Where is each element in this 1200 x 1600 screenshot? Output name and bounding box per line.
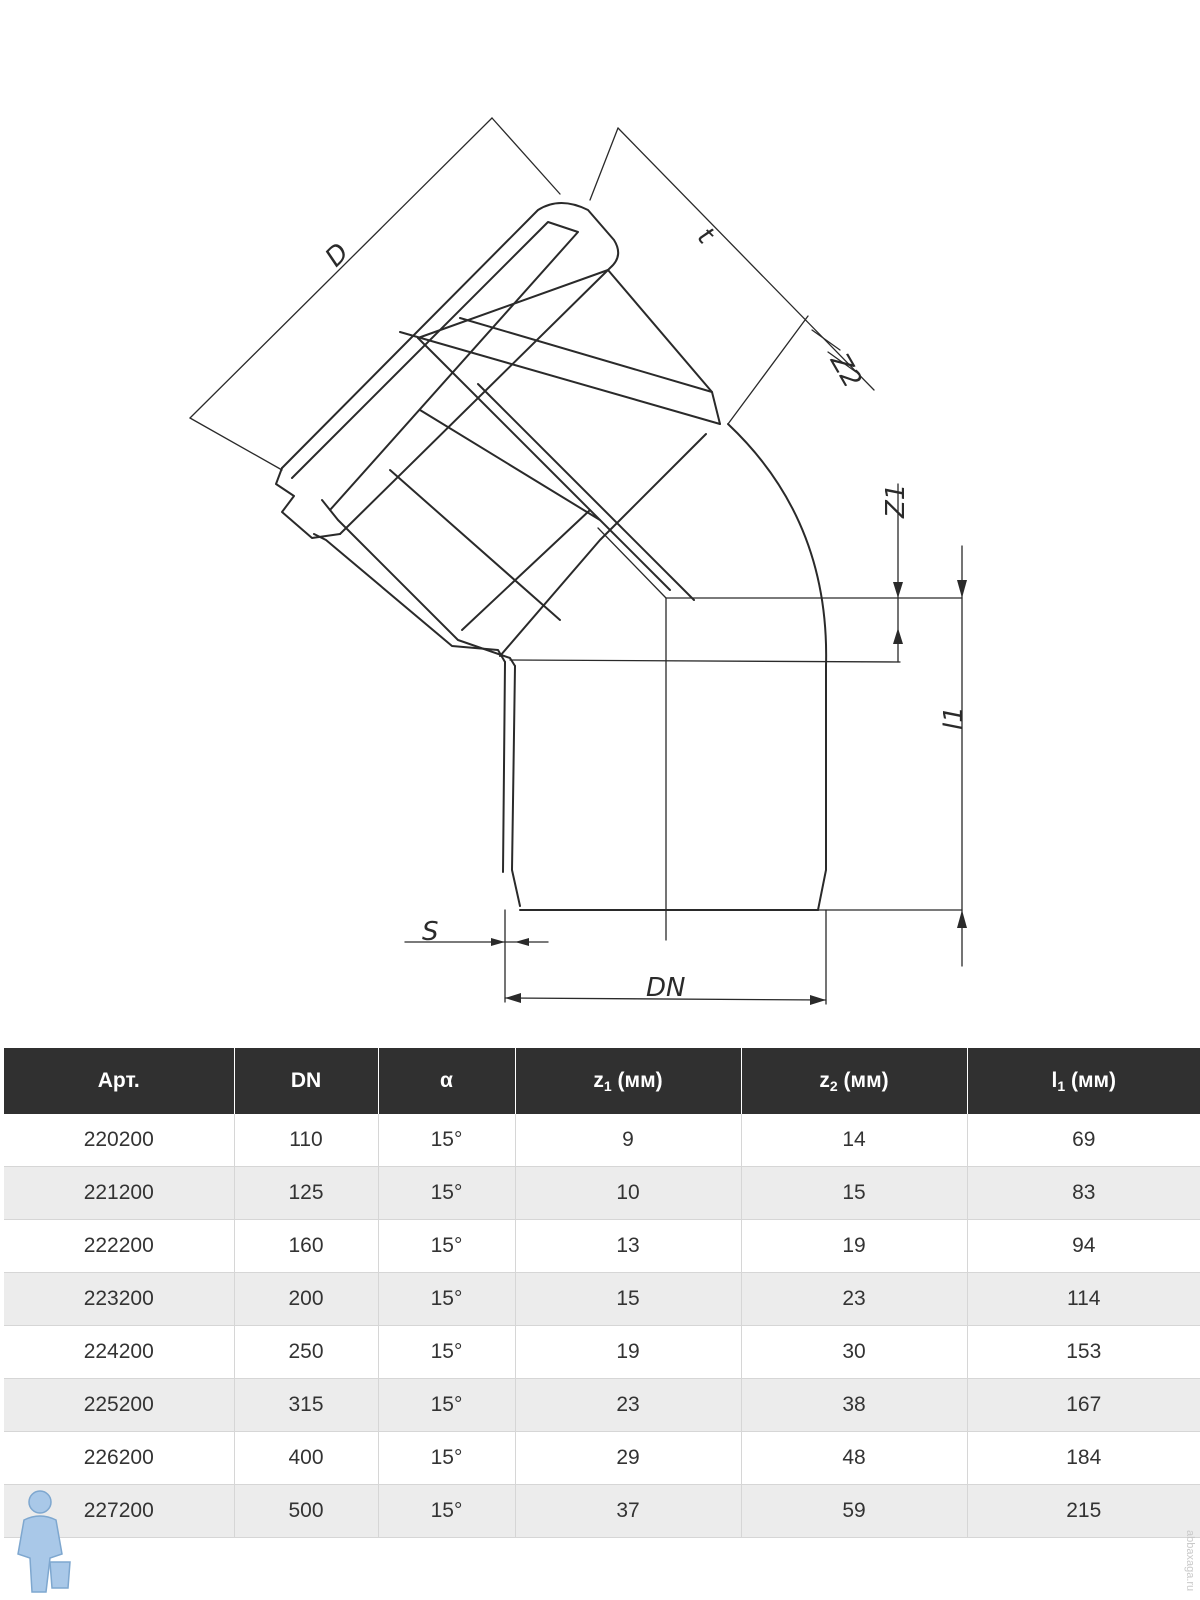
pipe-bend-drawing [95, 68, 1070, 1048]
column-header [967, 1048, 1200, 1114]
table-cell: 15° [378, 1220, 515, 1273]
table-cell: 250 [234, 1326, 378, 1379]
table-cell: 226200 [4, 1432, 234, 1485]
socket-body-edge-1 [418, 270, 608, 338]
column-header-label: z [593, 1068, 604, 1092]
dim-d-ext-2 [492, 118, 560, 194]
table-row [4, 1220, 1200, 1273]
table-cell: 160 [234, 1220, 378, 1273]
label-s: S [422, 917, 439, 947]
table-cell: 221200 [4, 1167, 234, 1220]
table-cell: 200 [234, 1273, 378, 1326]
table-cell: 315 [234, 1379, 378, 1432]
table-cell: 19 [741, 1220, 967, 1273]
socket-upper-wall [608, 270, 720, 424]
specification-table [4, 1048, 1200, 1538]
table-cell: 227200 [4, 1485, 234, 1538]
table-cell: 184 [967, 1432, 1200, 1485]
table-cell: 15 [515, 1273, 741, 1326]
column-header-label: l [1051, 1068, 1058, 1092]
table-cell: 114 [967, 1273, 1200, 1326]
column-header-subscript: 1 [1057, 1077, 1066, 1094]
table-cell: 59 [741, 1485, 967, 1538]
table-cell: 400 [234, 1432, 378, 1485]
socket-body-edge-2 [462, 510, 590, 630]
table-cell: 37 [515, 1485, 741, 1538]
column-header-label: DN [290, 1069, 322, 1092]
socket-body-edge-5 [420, 410, 600, 520]
table-cell: 225200 [4, 1379, 234, 1432]
table-cell: 223200 [4, 1273, 234, 1326]
spigot-inner-wall [503, 662, 505, 872]
plumber-mascot-icon [10, 1488, 74, 1594]
table-cell: 83 [967, 1167, 1200, 1220]
spigot-right-wall [818, 666, 826, 910]
socket-inner-line-2 [460, 318, 712, 392]
table-cell: 125 [234, 1167, 378, 1220]
arrow-s-right [515, 938, 529, 946]
table-row [4, 1485, 1200, 1538]
table-cell: 9 [515, 1114, 741, 1167]
column-header-subscript: 2 [829, 1077, 838, 1094]
table-cell: 30 [741, 1326, 967, 1379]
spigot-left-wall [512, 666, 520, 906]
table-cell: 29 [515, 1432, 741, 1485]
label-d: D [319, 237, 356, 273]
table-cell: 167 [967, 1379, 1200, 1432]
column-header-label: z [819, 1068, 830, 1092]
column-header-unit: (мм) [837, 1068, 889, 1092]
socket-lower-wall-inner [314, 534, 505, 662]
socket-body-edge-3 [500, 434, 706, 656]
table-body [4, 1114, 1200, 1538]
table-cell: 48 [741, 1432, 967, 1485]
table-cell: 215 [967, 1485, 1200, 1538]
table-cell: 14 [741, 1114, 967, 1167]
header-row [4, 1048, 1200, 1114]
table-cell: 23 [741, 1273, 967, 1326]
table-cell: 10 [515, 1167, 741, 1220]
table-cell: 15 [741, 1167, 967, 1220]
table-row [4, 1432, 1200, 1485]
table-cell: 15° [378, 1326, 515, 1379]
table-row [4, 1273, 1200, 1326]
table-cell: 222200 [4, 1220, 234, 1273]
label-t: t [691, 221, 720, 251]
arrow-l1-top [957, 580, 967, 598]
table-cell: 224200 [4, 1326, 234, 1379]
outer-arc [728, 424, 826, 666]
column-header-unit: (мм) [611, 1068, 663, 1092]
label-z2: Z2 [823, 348, 868, 394]
table-cell: 220200 [4, 1114, 234, 1167]
dim-t-ext [590, 128, 618, 200]
table-row [4, 1326, 1200, 1379]
plane-line-z1-bottom [510, 660, 900, 662]
socket-lower-wall [322, 500, 515, 666]
watermark: abbaxaga.ru [1184, 1530, 1196, 1592]
dim-d-ext-1 [190, 418, 282, 470]
table-cell: 19 [515, 1326, 741, 1379]
table-cell: 94 [967, 1220, 1200, 1273]
arrow-dn-left [505, 993, 521, 1003]
column-header [378, 1048, 515, 1114]
table-cell: 23 [515, 1379, 741, 1432]
table-cell: 110 [234, 1114, 378, 1167]
table-row [4, 1379, 1200, 1432]
socket-lip [276, 468, 340, 538]
label-dn: DN [646, 973, 686, 1003]
table-row [4, 1114, 1200, 1167]
column-header-subscript: 1 [603, 1077, 612, 1094]
table-cell: 15° [378, 1485, 515, 1538]
table-cell: 15° [378, 1114, 515, 1167]
label-l1: l1 [939, 706, 969, 730]
column-header [234, 1048, 378, 1114]
arrow-z1-down [893, 582, 903, 598]
table-cell: 15° [378, 1432, 515, 1485]
arrow-z1-up [893, 628, 903, 644]
column-header-label: α [440, 1069, 453, 1092]
arrow-dn-right [810, 995, 826, 1005]
column-header [741, 1048, 967, 1114]
table-cell: 153 [967, 1326, 1200, 1379]
label-z1: Z1 [881, 483, 911, 518]
table-cell: 15° [378, 1379, 515, 1432]
arrow-s-left [491, 938, 505, 946]
dim-t-line [618, 128, 874, 390]
table-cell: 69 [967, 1114, 1200, 1167]
table-cell: 13 [515, 1220, 741, 1273]
arrow-l1-bottom [957, 910, 967, 928]
column-header [515, 1048, 741, 1114]
dim-z2-line [728, 316, 808, 424]
table-cell: 15° [378, 1273, 515, 1326]
column-header [4, 1048, 234, 1114]
table-cell: 15° [378, 1167, 515, 1220]
column-header-label: Арт. [97, 1069, 140, 1092]
table-cell: 38 [741, 1379, 967, 1432]
table-cell: 500 [234, 1485, 378, 1538]
socket-body-edge-4 [478, 384, 694, 600]
table-row [4, 1167, 1200, 1220]
column-header-unit: (мм) [1065, 1068, 1117, 1092]
